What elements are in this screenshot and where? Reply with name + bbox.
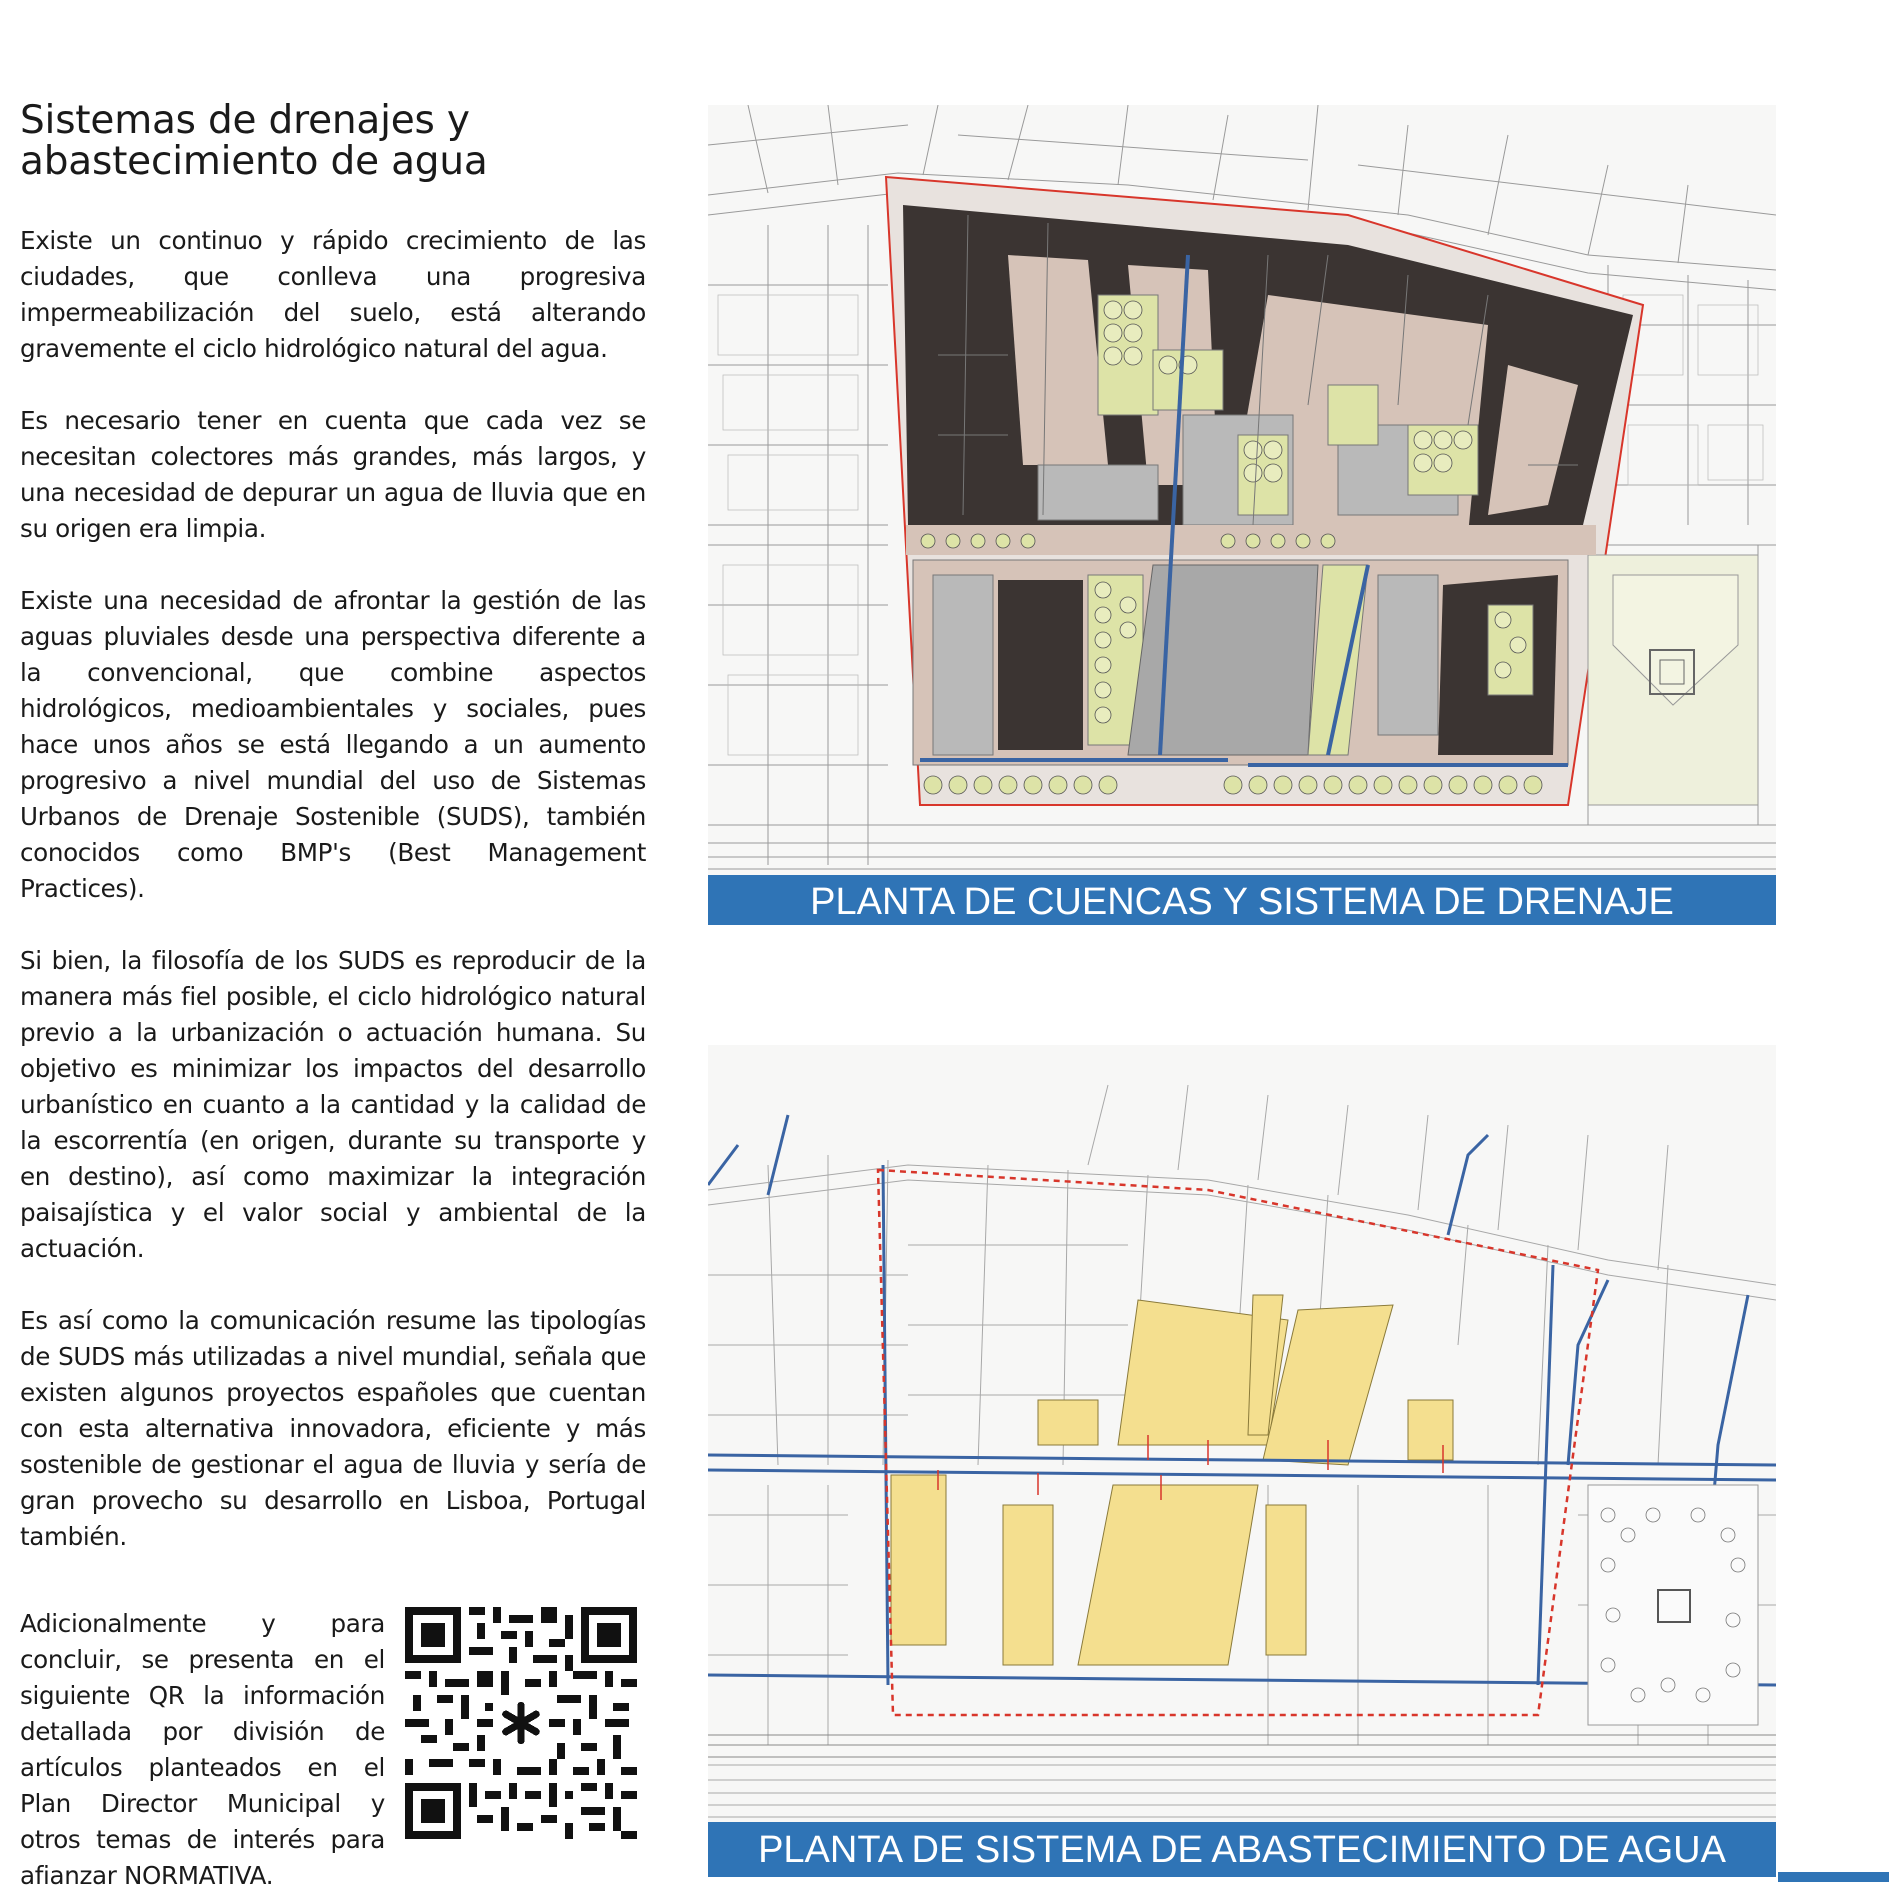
paragraph-4: Si bien, la filosofía de los SUDS es reproducir de la manera más fiel posible, el ciclo hidrológico natural previo a la urbanización o actuación humana. Su objetivo es minimizar los impactos del desarrollo urbanístico en cuanto a la cantidad y la calidad de la escorrentía (en origen, durante su transporte y en destino), así como maximizar la integración paisajística y el valor social y ambiental de la actuación. [20, 946, 646, 1263]
paragraph-1: Existe un continuo y rápido crecimiento de las ciudades, que conlleva una progresiva impermeabilización del suelo, está alterando gravemente el ciclo hidrológico natural del agua. [20, 226, 646, 363]
drainage-plan-caption: PLANTA DE CUENCAS Y SISTEMA DE DRENAJE [708, 875, 1776, 925]
paragraph-3: Existe una necesidad de afrontar la gestión de las aguas pluviales desde una perspectiva diferente a la convencional, que combine aspectos hidrológicos, medioambientales y sociales, pues hace unos años se está llegando a un aumento progresivo a nivel mundial del uso de Sistemas Urbanos de Drenaje Sostenible (SUDS), también conocidos como BMP's (Best Management Practices). [20, 586, 646, 903]
water-supply-plan-drawing [708, 1045, 1776, 1822]
qr-section [20, 1581, 646, 1890]
title-line-1: Sistemas de drenajes y [20, 98, 470, 143]
article-title [20, 100, 646, 182]
water-supply-plan-caption: PLANTA DE SISTEMA DE ABASTECIMIENTO DE AGUA [708, 1822, 1776, 1877]
corner-accent-bar [1778, 1872, 1889, 1882]
title-line-2: abastecimiento de agua [20, 139, 488, 184]
drainage-plan-figure [708, 105, 1776, 925]
closing-paragraph: Adicionalmente y para concluir, se presenta en el siguiente QR la información detallada por división de artículos planteados en el Plan Director Municipal y otros temas de interés para afianzar NORMATIVA. [20, 1608, 385, 1890]
drainage-plan-drawing [708, 105, 1776, 875]
paragraph-5: Es así como la comunicación resume las tipologías de SUDS más utilizadas a nivel mundial, señala que existen algunos proyectos españoles que cuentan con esta alternativa innovadora, eficiente y más sostenible de gestionar el agua de lluvia y sería de gran provecho su desarrollo en Lisboa, Portugal también. [20, 1306, 646, 1551]
qr-code[interactable] [405, 1607, 637, 1839]
article-column [20, 100, 646, 1555]
paragraph-2: Es necesario tener en cuenta que cada vez se necesitan colectores más grandes, más largos, y una necesidad de depurar un agua de lluvia que en su origen era limpia. [20, 406, 646, 543]
water-supply-plan-figure [708, 1045, 1776, 1883]
